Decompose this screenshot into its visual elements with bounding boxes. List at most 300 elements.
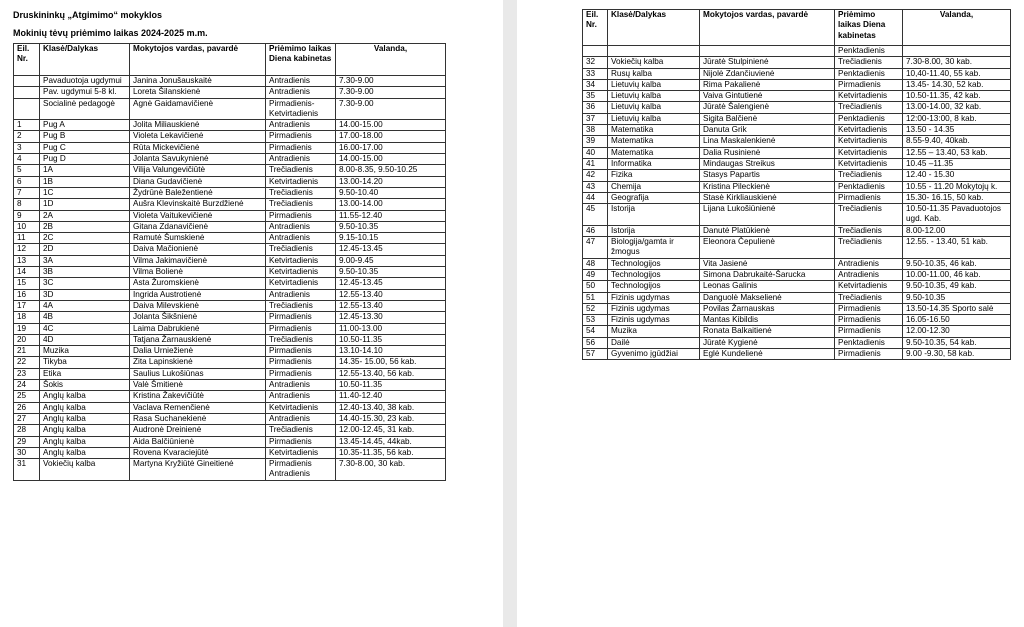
table-row [14,131,446,142]
cell-valanda: 9.50-10.35 [336,267,446,278]
cell-klase: Technologijos [608,281,700,292]
cell-klase: Fizinis ugdymas [608,315,700,326]
cell-klase: Rusų kalba [608,68,700,79]
cell-diena: Antradienis [835,258,903,269]
cell-valanda: 10.35-11.35, 56 kab. [336,447,446,458]
cell-vardas: Violeta Lekavičienė [130,131,266,142]
cell-diena: Ketvirtadienis [835,281,903,292]
table-row [14,187,446,198]
cell-vardas: Leonas Galinis [700,281,835,292]
cell-nr: 17 [14,300,40,311]
cell-vardas: Agnė Gaidamavičienė [130,98,266,120]
cell-vardas: Jolanta Savukynienė [130,154,266,165]
table-row [14,436,446,447]
cell-diena: Antradienis [266,76,336,87]
cell-nr [583,46,608,57]
cell-diena: Ketvirtadienis [266,267,336,278]
cell-vardas: Daiva Mačionienė [130,244,266,255]
cell-diena: Penktadienis [835,337,903,348]
cell-diena: Ketvirtadienis [266,402,336,413]
cell-valanda: 12.55-13.40 [336,289,446,300]
table-row [583,281,1011,292]
cell-nr: 24 [14,380,40,391]
cell-valanda: 13.50 - 14.35 [903,125,1011,136]
cell-diena: Antradienis [266,154,336,165]
cell-vardas: Janina Jonušauskaitė [130,76,266,87]
document-page-right [517,0,1024,627]
table-row [14,87,446,98]
cell-klase: Istorija [608,225,700,236]
cell-nr: 40 [583,147,608,158]
table-row [14,323,446,334]
school-title: Druskininkų „Atgimimo“ mokyklos [13,10,163,20]
cell-diena: Ketvirtadienis [266,176,336,187]
cell-klase: Istorija [608,204,700,226]
header-klase: Klasė/Dalykas [40,44,130,76]
cell-nr: 19 [14,323,40,334]
table-row [583,136,1011,147]
cell-nr: 10 [14,221,40,232]
cell-nr: 53 [583,315,608,326]
cell-valanda: 10.45 –11.35 [903,158,1011,169]
cell-vardas: Jolanta Šikšnienė [130,312,266,323]
table-body-left [14,76,446,481]
cell-klase: Informatika [608,158,700,169]
cell-klase: Geografija [608,192,700,203]
cell-nr: 56 [583,337,608,348]
cell-vardas: Vilma Jakimavičienė [130,255,266,266]
cell-klase: Anglų kalba [40,402,130,413]
cell-nr: 13 [14,255,40,266]
cell-nr: 30 [14,447,40,458]
header-row [14,44,446,76]
cell-valanda: 8.00-12.00 [903,225,1011,236]
cell-valanda: 10.50-11.35 Pavaduotojos ugd. Kab. [903,204,1011,226]
cell-vardas: Aida Balčiūnienė [130,436,266,447]
cell-klase: Tikyba [40,357,130,368]
cell-klase: Pug C [40,142,130,153]
cell-diena: Pirmadienis [835,79,903,90]
cell-nr: 42 [583,170,608,181]
cell-nr: 4 [14,154,40,165]
cell-nr: 41 [583,158,608,169]
cell-klase: 1D [40,199,130,210]
cell-nr: 46 [583,225,608,236]
cell-nr: 54 [583,326,608,337]
cell-klase: Vokiečių kalba [608,57,700,68]
cell-valanda: 7.30-9.00 [336,98,446,120]
cell-vardas: Eleonora Čepulienė [700,237,835,259]
cell-valanda: 15.30- 16.15, 50 kab. [903,192,1011,203]
cell-nr [14,76,40,87]
cell-valanda: 12.45-13.30 [336,312,446,323]
document-subtitle: Mokinių tėvų priėmimo laikas 2024-2025 m.m. [13,28,208,38]
cell-vardas: Audronė Dreinienė [130,425,266,436]
cell-valanda: 11.40-12.40 [336,391,446,402]
table-row [583,91,1011,102]
cell-diena: Antradienis [266,120,336,131]
header-row [583,10,1011,46]
table-row [14,289,446,300]
cell-vardas: Rasa Suchanekienė [130,413,266,424]
cell-nr: 48 [583,258,608,269]
table-row [583,57,1011,68]
cell-vardas: Dalia Urniežienė [130,346,266,357]
table-row [14,357,446,368]
header-diena: Priėmimo laikas Diena kabinetas [835,10,903,46]
cell-diena: Trečiadienis [266,165,336,176]
table-row [14,142,446,153]
cell-nr: 2 [14,131,40,142]
cell-klase: 1C [40,187,130,198]
cell-valanda: 7.30-8.00, 30 kab. [903,57,1011,68]
table-row [583,303,1011,314]
table-row [583,204,1011,226]
table-row [583,181,1011,192]
cell-nr: 28 [14,425,40,436]
cell-klase: Fizinis ugdymas [608,292,700,303]
table-row [14,154,446,165]
cell-diena: Ketvirtadienis [835,136,903,147]
cell-klase: Anglų kalba [40,391,130,402]
cell-valanda: 7.30-8.00, 30 kab. [336,459,446,481]
cell-nr: 23 [14,368,40,379]
table-row [583,192,1011,203]
cell-vardas: Saulius Lukošiūnas [130,368,266,379]
cell-klase: Gyvenimo įgūdžiai [608,349,700,360]
cell-klase: Chemija [608,181,700,192]
cell-vardas: Rima Pakalienė [700,79,835,90]
cell-klase: Dailė [608,337,700,348]
cell-valanda: 10.55 - 11.20 Mokytojų k. [903,181,1011,192]
cell-klase: Fizinis ugdymas [608,303,700,314]
cell-vardas: Mantas Kibildis [700,315,835,326]
cell-nr: 35 [583,91,608,102]
table-row [583,326,1011,337]
table-row [583,292,1011,303]
cell-valanda: 13.00-14.00 [336,199,446,210]
cell-klase: Pug B [40,131,130,142]
cell-valanda: 14.00-15.00 [336,154,446,165]
table-row [583,225,1011,236]
table-row [583,315,1011,326]
table-body-right [583,46,1011,360]
cell-diena: Pirmadienis [266,210,336,221]
table-row [14,255,446,266]
cell-vardas: Nijolė Zdančiuvienė [700,68,835,79]
table-row [583,147,1011,158]
cell-vardas: Valė Šmitienė [130,380,266,391]
cell-diena: Trečiadienis [266,300,336,311]
cell-valanda: 10,40-11.40, 55 kab. [903,68,1011,79]
cell-nr: 43 [583,181,608,192]
cell-valanda: 12.55-13.40 [336,300,446,311]
schedule-table-left [13,43,446,481]
cell-klase: Pavaduotoja ugdymui [40,76,130,87]
cell-valanda: 10.50-11.35, 42 kab. [903,91,1011,102]
cell-vardas: Dalia Rusinienė [700,147,835,158]
cell-vardas: Jūratė Šalengienė [700,102,835,113]
cell-valanda: 9.50-10.35, 49 kab. [903,281,1011,292]
cell-diena: Pirmadienis [266,368,336,379]
cell-diena: Pirmadienis [266,312,336,323]
cell-vardas: Povilas Žarnauskas [700,303,835,314]
cell-valanda: 13.00-14.20 [336,176,446,187]
cell-vardas: Jolita Miliauskienė [130,120,266,131]
cell-klase: 2D [40,244,130,255]
cell-klase: Fizika [608,170,700,181]
table-row [14,165,446,176]
cell-diena: Antradienis [266,413,336,424]
cell-vardas: Aušra Klevinskaitė Burzdžienė [130,199,266,210]
cell-valanda: 8.00-8.35, 9.50-10.25 [336,165,446,176]
cell-klase: Vokiečių kalba [40,459,130,481]
document-page-left [0,0,503,627]
cell-valanda: 14.35- 15.00, 56 kab. [336,357,446,368]
cell-nr: 50 [583,281,608,292]
cell-nr: 36 [583,102,608,113]
cell-klase: 4C [40,323,130,334]
cell-valanda: 8.55-9.40, 40kab. [903,136,1011,147]
cell-klase: 3B [40,267,130,278]
cell-vardas: Vaiva Gintutienė [700,91,835,102]
cell-valanda: 16.05-16.50 [903,315,1011,326]
cell-valanda: 12.55. - 13.40, 51 kab. [903,237,1011,259]
cell-diena: Penktadienis [835,181,903,192]
cell-valanda: 10.00-11.00, 46 kab. [903,269,1011,280]
cell-valanda: 13.45-14.45, 44kab. [336,436,446,447]
header-klase: Klasė/Dalykas [608,10,700,46]
cell-vardas: Kristina Žakevičiūtė [130,391,266,402]
cell-diena: Trečiadienis [266,199,336,210]
cell-valanda: 9.50-10.35 [903,292,1011,303]
cell-diena: Antradienis [266,87,336,98]
cell-klase: Socialinė pedagogė [40,98,130,120]
cell-klase: Lietuvių kalba [608,91,700,102]
cell-klase: Anglų kalba [40,413,130,424]
table-row [14,413,446,424]
cell-diena: Trečiadienis [266,425,336,436]
cell-nr: 15 [14,278,40,289]
cell-nr: 44 [583,192,608,203]
cell-valanda: 12.00-12.45, 31 kab. [336,425,446,436]
cell-diena: Antradienis [266,380,336,391]
cell-klase: Anglų kalba [40,436,130,447]
table-row [14,120,446,131]
table-row [583,68,1011,79]
cell-nr: 6 [14,176,40,187]
cell-valanda: 10.50-11.35 [336,334,446,345]
cell-vardas: Vita Jasienė [700,258,835,269]
cell-diena: Trečiadienis [835,292,903,303]
cell-diena: Ketvirtadienis [266,447,336,458]
cell-klase [608,46,700,57]
cell-valanda: 9.15-10.15 [336,233,446,244]
cell-klase: 1A [40,165,130,176]
cell-diena: Ketvirtadienis [835,91,903,102]
cell-klase: Matematika [608,136,700,147]
cell-vardas: Ronata Balkaitienė [700,326,835,337]
cell-klase: Lietuvių kalba [608,79,700,90]
cell-diena: Trečiadienis [835,170,903,181]
cell-nr [14,98,40,120]
cell-valanda: 12:00-13:00, 8 kab. [903,113,1011,124]
cell-vardas: Rovena Kvaraciejūtė [130,447,266,458]
cell-klase: Pug D [40,154,130,165]
cell-klase: Anglų kalba [40,425,130,436]
table-row [14,300,446,311]
cell-valanda: 13.45- 14.30, 52 kab. [903,79,1011,90]
table-row [583,337,1011,348]
table-row [14,459,446,481]
cell-diena: Ketvirtadienis [266,255,336,266]
cell-diena: Trečiadienis [835,225,903,236]
cell-vardas: Danuta Grik [700,125,835,136]
cell-diena: Trečiadienis [835,57,903,68]
table-row [583,349,1011,360]
cell-nr: 1 [14,120,40,131]
cell-nr: 51 [583,292,608,303]
cell-vardas: Gitana Zdanavičienė [130,221,266,232]
cell-valanda: 13.50-14.35 Sporto salė [903,303,1011,314]
cell-diena: Penktadienis [835,68,903,79]
cell-vardas: Lina Maskalenkienė [700,136,835,147]
cell-vardas: Vaclava Remenčienė [130,402,266,413]
cell-nr: 37 [583,113,608,124]
table-row [583,170,1011,181]
cell-diena: Trečiadienis [266,187,336,198]
cell-klase: 2A [40,210,130,221]
cell-diena: Pirmadienis [835,315,903,326]
cell-klase: 1B [40,176,130,187]
cell-klase: Matematika [608,147,700,158]
cell-nr: 34 [583,79,608,90]
cell-diena: Pirmadienis [266,142,336,153]
cell-valanda: 9.00 -9.30, 58 kab. [903,349,1011,360]
cell-nr: 3 [14,142,40,153]
table-row [14,267,446,278]
table-row [14,244,446,255]
cell-klase: 2C [40,233,130,244]
table-row [583,258,1011,269]
cell-valanda: 9.00-9.45 [336,255,446,266]
cell-klase: Technologijos [608,269,700,280]
cell-vardas: Stasė Kirkliauskienė [700,192,835,203]
cell-valanda: 9.50-10.40 [336,187,446,198]
cell-nr: 11 [14,233,40,244]
table-row [14,233,446,244]
cell-nr: 18 [14,312,40,323]
cell-valanda: 9.50-10.35 [336,221,446,232]
cell-vardas: Ramutė Šumskienė [130,233,266,244]
schedule-table-right [582,9,1011,360]
cell-nr: 14 [14,267,40,278]
cell-valanda: 9.50-10.35, 54 kab. [903,337,1011,348]
cell-diena: Antradienis [266,391,336,402]
cell-valanda: 12.40 - 15.30 [903,170,1011,181]
cell-klase: Muzika [40,346,130,357]
table-row [14,368,446,379]
cell-diena: Penktadienis [835,113,903,124]
cell-klase: Pav. ugdymui 5-8 kl. [40,87,130,98]
cell-diena: Trečiadienis [835,204,903,226]
table-row [14,199,446,210]
cell-vardas: Diana Gudavičienė [130,176,266,187]
cell-valanda: 12.40-13.40, 38 kab. [336,402,446,413]
cell-nr: 31 [14,459,40,481]
cell-vardas: Danutė Platūkienė [700,225,835,236]
cell-klase: Lietuvių kalba [608,102,700,113]
cell-klase: Biologija/gamta ir žmogus [608,237,700,259]
cell-valanda: 10.50-11.35 [336,380,446,391]
cell-diena: Trečiadienis [266,244,336,255]
cell-vardas: Laima Dabrukienė [130,323,266,334]
cell-nr: 29 [14,436,40,447]
cell-klase: Etika [40,368,130,379]
cell-diena: Pirmadienis Antradienis [266,459,336,481]
cell-valanda: 14.00-15.00 [336,120,446,131]
cell-valanda: 9.50-10.35, 46 kab. [903,258,1011,269]
cell-nr: 22 [14,357,40,368]
cell-nr: 25 [14,391,40,402]
cell-valanda: 13.00-14.00, 32 kab. [903,102,1011,113]
table-row [14,278,446,289]
cell-diena: Ketvirtadienis [266,278,336,289]
cell-diena: Antradienis [266,221,336,232]
cell-vardas: Jūratė Kygienė [700,337,835,348]
cell-klase: Matematika [608,125,700,136]
cell-vardas: Martyna Kryžiūtė Gineitienė [130,459,266,481]
cell-nr: 16 [14,289,40,300]
table-row [583,46,1011,57]
table-row [14,402,446,413]
cell-diena: Pirmadienis [266,346,336,357]
cell-vardas: Rūta Mickevičienė [130,142,266,153]
cell-valanda: 12.45-13.45 [336,244,446,255]
cell-klase: 3C [40,278,130,289]
cell-valanda: 7.30-9.00 [336,76,446,87]
cell-nr: 9 [14,210,40,221]
cell-vardas: Loreta Šilanskienė [130,87,266,98]
cell-nr: 20 [14,334,40,345]
cell-nr: 47 [583,237,608,259]
cell-klase: 3A [40,255,130,266]
cell-diena: Pirmadienis [266,436,336,447]
cell-valanda: 12.55-13.40, 56 kab. [336,368,446,379]
header-nr: Eil. Nr. [583,10,608,46]
cell-vardas: Tatjana Žarnauskienė [130,334,266,345]
table-row [14,447,446,458]
cell-vardas: Eglė Kundelienė [700,349,835,360]
cell-nr: 8 [14,199,40,210]
cell-diena: Ketvirtadienis [835,147,903,158]
table-row [583,113,1011,124]
table-row [14,98,446,120]
cell-vardas: Violeta Vaitukevičienė [130,210,266,221]
cell-diena: Pirmadienis [835,349,903,360]
cell-vardas: Danguolė Makselienė [700,292,835,303]
cell-diena: Trečiadienis [835,237,903,259]
cell-nr: 49 [583,269,608,280]
cell-nr: 39 [583,136,608,147]
header-vardas: Mokytojos vardas, pavardė [700,10,835,46]
cell-valanda: 14.40-15.30, 23 kab. [336,413,446,424]
cell-klase: Pug A [40,120,130,131]
cell-diena: Pirmadienis [266,357,336,368]
cell-klase: 4A [40,300,130,311]
cell-vardas: Vilija Valungevičiūtė [130,165,266,176]
table-row [14,425,446,436]
